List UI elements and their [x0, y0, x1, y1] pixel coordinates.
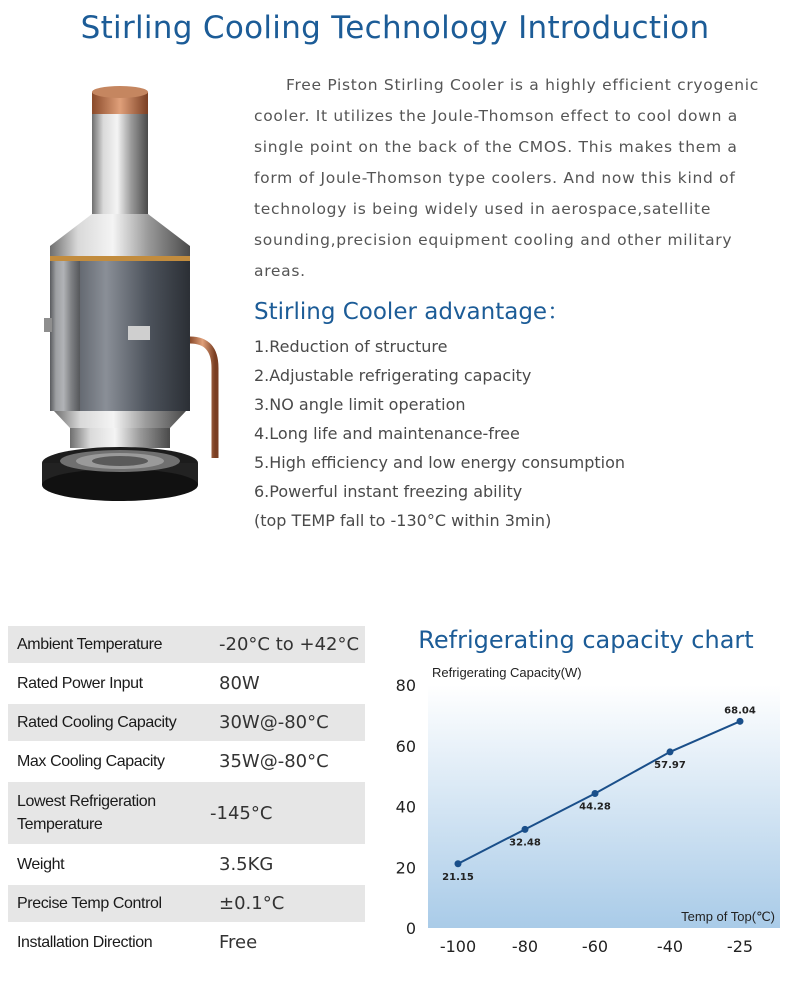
data-label: 44.28: [579, 801, 611, 813]
advantage-item: 6.Powerful instant freezing ability: [254, 482, 523, 501]
spec-label: Rated Power Input: [17, 674, 143, 692]
x-axis-label: Temp of Top(℃): [681, 909, 775, 924]
spec-value: Free: [219, 932, 258, 953]
spec-value: 35W@-80°C: [219, 751, 329, 772]
spec-row: [8, 665, 365, 704]
advantage-title: Stirling Cooler advantage：: [254, 299, 571, 325]
y-tick-label: 20: [395, 858, 416, 878]
data-label: 32.48: [509, 837, 541, 849]
y-tick-label: 40: [395, 797, 416, 817]
intro-line: single point on the back of the CMOS. This makes them a: [254, 138, 738, 156]
advantage-note: (top TEMP fall to -130°C within 3min): [254, 511, 552, 530]
x-tick-label: -60: [581, 937, 609, 956]
spec-table: [8, 626, 365, 963]
data-label: 57.97: [654, 759, 686, 771]
intro-line: areas.: [254, 262, 306, 280]
data-point: [522, 826, 529, 833]
y-axis-label: Refrigerating Capacity(W): [432, 665, 582, 680]
advantage-item: 1.Reduction of structure: [254, 337, 448, 356]
data-label: 21.15: [442, 871, 474, 883]
chart-title: Refrigerating capacity chart: [418, 626, 754, 654]
data-point: [592, 790, 599, 797]
data-point: [737, 718, 744, 725]
refrigerating-capacity-chart: [380, 665, 785, 990]
spec-label: Precise Temp Control: [17, 894, 162, 912]
advantage-list: [254, 332, 774, 535]
spec-row: [8, 885, 365, 924]
advantage-item: 4.Long life and maintenance-free: [254, 424, 520, 443]
spec-value: 3.5KG: [219, 854, 274, 875]
x-tick-label: -40: [656, 937, 684, 956]
spec-row: [8, 846, 365, 885]
intro-line: cooler. It utilizes the Joule-Thomson effect to cool down a: [254, 107, 738, 125]
spec-label: Max Cooling Capacity: [17, 752, 165, 770]
spec-row: [8, 782, 365, 846]
stirling-cooler-image: [30, 78, 240, 518]
intro-paragraph: [254, 70, 774, 287]
page-title: Stirling Cooling Technology Introduction: [80, 10, 710, 46]
spec-value: ±0.1°C: [219, 893, 285, 914]
spec-label: Installation Direction: [17, 933, 153, 951]
intro-line: sounding,precision equipment cooling and other military: [254, 231, 733, 249]
spec-label: Ambient Temperature: [17, 635, 163, 653]
advantage-item: 2.Adjustable refrigerating capacity: [254, 366, 532, 385]
spec-row: [8, 743, 365, 782]
x-tick-label: -100: [439, 937, 477, 956]
advantage-item: 5.High efficiency and low energy consumption: [254, 453, 626, 472]
spec-label: Lowest Refrigeration Temperature: [17, 793, 156, 833]
spec-label: Weight: [17, 855, 65, 873]
advantage-item: 3.NO angle limit operation: [254, 395, 466, 414]
x-tick-label: -25: [726, 937, 754, 956]
y-tick-label: 0: [405, 919, 416, 938]
spec-label: Rated Cooling Capacity: [17, 713, 177, 731]
spec-value: -145°C: [210, 802, 273, 824]
data-point: [667, 748, 674, 755]
intro-line: form of Joule-Thomson type coolers. And now this kind of: [254, 169, 736, 187]
spec-row: [8, 704, 365, 743]
data-point: [455, 860, 462, 867]
y-tick-label: 60: [395, 736, 416, 756]
intro-line: Free Piston Stirling Cooler is a highly efficient cryogenic: [286, 76, 760, 94]
intro-line: technology is being widely used in aerospace,satellite: [254, 200, 712, 218]
y-tick-label: 80: [395, 676, 416, 695]
data-label: 68.04: [724, 705, 756, 717]
spec-row: [8, 924, 365, 963]
spec-value: 30W@-80°C: [219, 712, 329, 733]
x-tick-label: -80: [511, 937, 539, 956]
spec-value: -20°C to +42°C: [219, 634, 360, 655]
spec-value: 80W: [219, 673, 260, 694]
spec-row: [8, 626, 365, 665]
